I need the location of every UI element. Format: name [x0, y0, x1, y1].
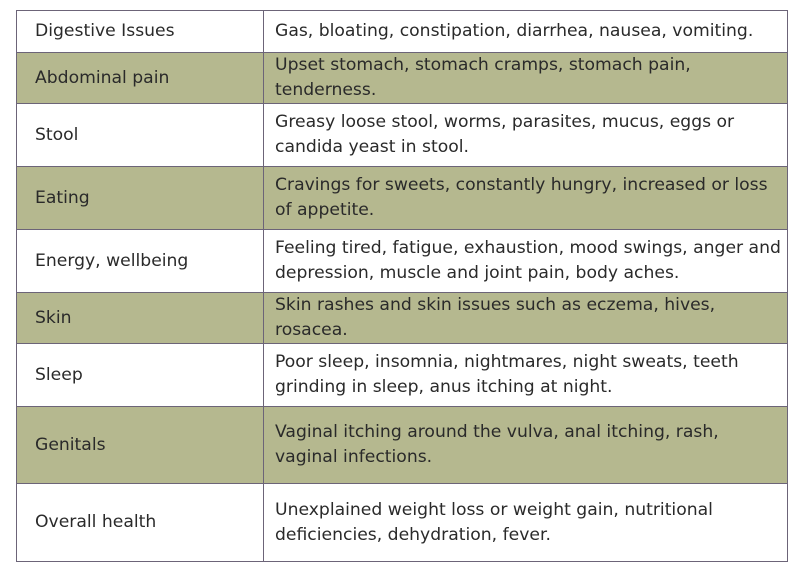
description-cell: Skin rashes and skin issues such as eczema, hives, rosacea. — [264, 293, 788, 344]
category-cell: Genitals — [17, 407, 264, 484]
description-cell: Greasy loose stool, worms, parasites, mucus, eggs or candida yeast in stool. — [264, 104, 788, 167]
description-cell: Vaginal itching around the vulva, anal itching, rash, vaginal infections. — [264, 407, 788, 484]
category-cell: Stool — [17, 104, 264, 167]
description-cell: Feeling tired, fatigue, exhaustion, mood swings, anger and depression, muscle and joint pain, body aches. — [264, 230, 788, 293]
table-row — [17, 104, 788, 167]
category-cell: Abdominal pain — [17, 53, 264, 104]
description-cell: Gas, bloating, constipation, diarrhea, nausea, vomiting. — [264, 11, 788, 53]
category-cell: Skin — [17, 293, 264, 344]
category-cell: Eating — [17, 167, 264, 230]
description-cell: Upset stomach, stomach cramps, stomach pain, tenderness. — [264, 53, 788, 104]
category-cell: Digestive Issues — [17, 11, 264, 53]
category-cell: Energy, wellbeing — [17, 230, 264, 293]
table-row — [17, 11, 788, 53]
description-cell: Poor sleep, insomnia, nightmares, night sweats, teeth grinding in sleep, anus itching at night. — [264, 344, 788, 407]
table-row — [17, 167, 788, 230]
description-cell: Cravings for sweets, constantly hungry, increased or loss of appetite. — [264, 167, 788, 230]
symptoms-table — [16, 10, 788, 562]
table-row — [17, 53, 788, 104]
category-cell: Overall health — [17, 484, 264, 562]
table-row — [17, 484, 788, 562]
symptoms-table-body — [17, 11, 788, 562]
table-row — [17, 230, 788, 293]
table-row — [17, 344, 788, 407]
table-row — [17, 407, 788, 484]
description-cell: Unexplained weight loss or weight gain, nutritional deficiencies, dehydration, fever. — [264, 484, 788, 562]
category-cell: Sleep — [17, 344, 264, 407]
table-row — [17, 293, 788, 344]
